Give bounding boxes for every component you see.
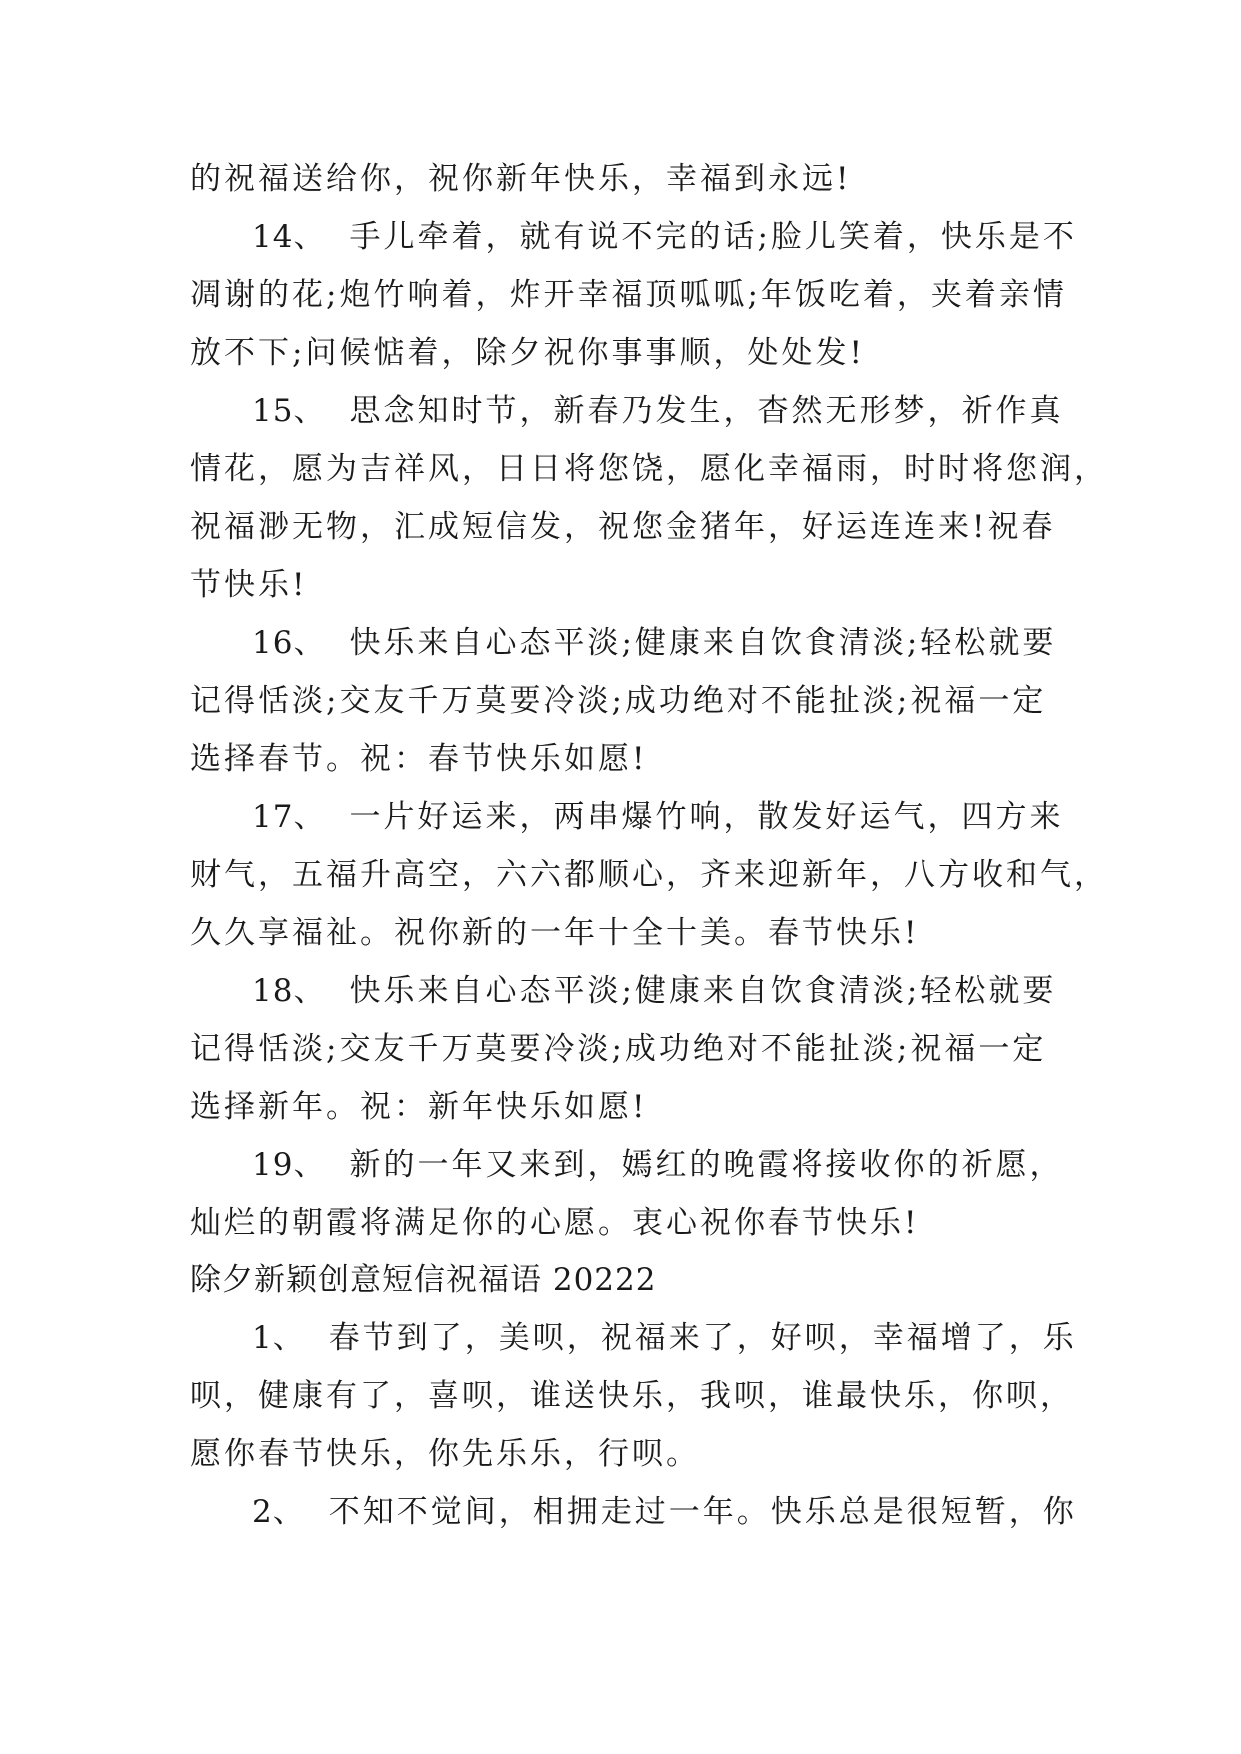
list-item-first-line xyxy=(190,1483,1077,1541)
text-line: 的祝福送给你，祝你新年快乐，幸福到永远! xyxy=(190,161,852,197)
text-line: 呗，健康有了，喜呗，谁送快乐，我呗，谁最快乐，你呗， xyxy=(190,1378,1074,1414)
text-line: 记得恬淡;交友千万莫要冷淡;成功绝对不能扯淡;祝福一定 xyxy=(190,683,1047,719)
text-line: 记得恬淡;交友千万莫要冷淡;成功绝对不能扯淡;祝福一定 xyxy=(190,1031,1047,1067)
text-line: 愿你春节快乐，你先乐乐，行呗。 xyxy=(190,1436,700,1472)
list-item-text: 思念知时节，新春乃发生，杳然无形梦，祈作真 xyxy=(349,393,1064,429)
list-item-first-line xyxy=(190,382,1070,440)
text-line: 久久享福祉。祝你新的一年十全十美。春节快乐! xyxy=(190,915,920,951)
list-item-number: 16、 xyxy=(252,625,326,661)
list-item-number: 18、 xyxy=(252,973,326,1009)
list-item-text: 春节到了，美呗，祝福来了，好呗，幸福增了，乐 xyxy=(328,1320,1077,1356)
list-item-text: 新的一年又来到，嫣红的晚霞将接收你的祈愿， xyxy=(349,1147,1064,1183)
list-item-text: 手儿牵着，就有说不完的话;脸儿笑着，快乐是不 xyxy=(349,219,1077,255)
list-item-text: 快乐来自心态平淡;健康来自饮食清淡;轻松就要 xyxy=(349,973,1057,1009)
list-item-number: 15、 xyxy=(252,393,326,429)
text-line: 财气，五福升高空，六六都顺心，齐来迎新年，八方收和气， xyxy=(190,857,1108,893)
text-line: 情花，愿为吉祥风，日日将您饶，愿化幸福雨，时时将您润， xyxy=(190,451,1108,487)
text-line: 祝福渺无物，汇成短信发，祝您金猪年，好运连连来!祝春 xyxy=(190,509,1056,545)
list-item-text: 不知不觉间，相拥走过一年。快乐总是很短暂，你 xyxy=(328,1494,1077,1530)
list-item-first-line xyxy=(190,962,1070,1020)
list-item-first-line xyxy=(190,1309,1077,1367)
list-item-text: 快乐来自心态平淡;健康来自饮食清淡;轻松就要 xyxy=(349,625,1057,661)
list-item-number: 17、 xyxy=(252,799,326,835)
text-line: 节快乐! xyxy=(190,567,308,603)
text-line: 放不下;问候惦着，除夕祝你事事顺，处处发! xyxy=(190,335,865,371)
list-item-number: 1、 xyxy=(252,1320,305,1356)
section-heading: 除夕新颖创意短信祝福语 20222 xyxy=(190,1262,657,1298)
list-item-number: 14、 xyxy=(252,219,326,255)
list-item-first-line xyxy=(190,614,1070,672)
document-page xyxy=(190,150,1108,1541)
text-line: 选择新年。祝：新年快乐如愿! xyxy=(190,1089,648,1125)
list-item-number: 19、 xyxy=(252,1147,326,1183)
list-item-text: 一片好运来，两串爆竹响，散发好运气，四方来 xyxy=(349,799,1064,835)
list-item-number: 2、 xyxy=(252,1494,305,1530)
text-line: 凋谢的花;炮竹响着，炸开幸福顶呱呱;年饭吃着，夹着亲情 xyxy=(190,277,1067,313)
text-line: 灿烂的朝霞将满足你的心愿。衷心祝你春节快乐! xyxy=(190,1205,920,1241)
text-line: 选择春节。祝：春节快乐如愿! xyxy=(190,741,648,777)
list-item-first-line xyxy=(190,788,1070,846)
list-item-first-line xyxy=(190,208,1077,266)
list-item-first-line xyxy=(190,1136,1070,1194)
